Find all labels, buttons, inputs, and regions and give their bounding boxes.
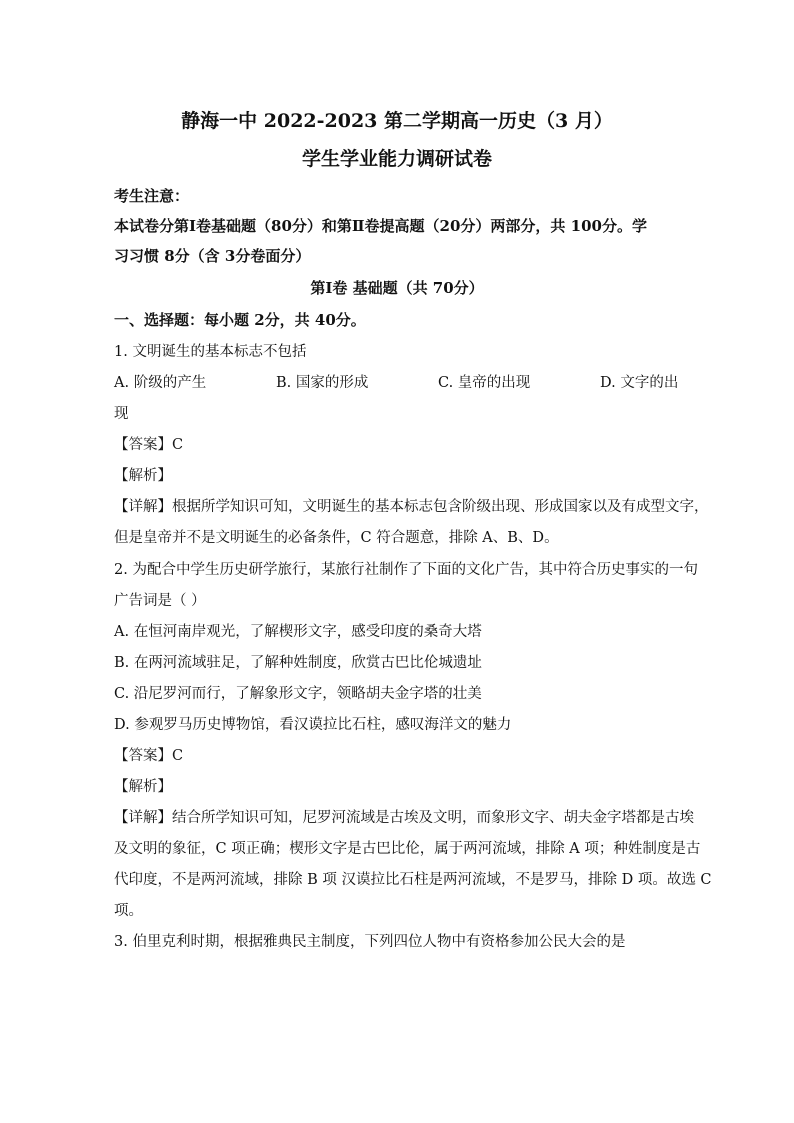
exam-title: 静海一中 2022-2023 第二学期高一历史（3 月） [181,110,613,132]
q2-detail-line-1: 【详解】结合所学知识可知，尼罗河流域是古埃及文明，而象形文字、胡夫金字塔都是古埃 [114,810,694,826]
q2-option-c: C. 沿尼罗河而行，了解象形文字，领略胡夫金字塔的壮美 [114,686,482,702]
notice-line-1: 本试卷分第Ⅰ卷基础题（80分）和第Ⅱ卷提高题（20分）两部分，共 100分。学 [114,217,647,235]
q1-detail-line-1: 【详解】根据所学知识可知，文明诞生的基本标志包含阶级出现、形成国家以及有成型文字， [114,499,709,515]
notice-line-2: 习习惯 8分（含 3分卷面分） [114,247,311,265]
exam-subtitle: 学生学业能力调研试卷 [301,148,492,170]
q2-option-a: A. 在恒河南岸观光，了解楔形文字，感受印度的桑奇大塔 [114,624,482,640]
q2-stem-line-1: 2. 为配合中学生历史研学旅行，某旅行社制作了下面的文化广告，其中符合历史事实的一句 [114,562,698,578]
q2-answer: 【答案】C [114,748,184,764]
q2-option-d: D. 参观罗马历史博物馆，看汉谟拉比石柱，感叹海洋文的魅力 [114,717,512,733]
section-title: 第Ⅰ卷 基础题（共 70分） [310,279,484,297]
section-subtitle: 一、选择题：每小题 2分，共 40分。 [114,311,366,329]
q1-option-d: D. 文字的出 [600,375,679,391]
q2-detail-line-4: 项。 [114,903,143,919]
q2-detail-line-3: 代印度，不是两河流域，排除 B 项 汉谟拉比石柱是两河流域，不是罗马，排除 D 项。故选 C [114,872,712,888]
q2-stem-line-2: 广告词是（ ） [114,593,206,609]
q1-option-d-continued: 现 [114,406,129,422]
q1-option-b: B. 国家的形成 [276,375,369,391]
q1-analysis-label: 【解析】 [114,468,172,484]
q2-analysis-label: 【解析】 [114,779,172,795]
q1-detail-line-2: 但是皇帝并不是文明诞生的必备条件，C 符合题意，排除 A、B、D。 [114,530,559,546]
q2-option-b: B. 在两河流域驻足，了解种姓制度，欣赏古巴比伦城遗址 [114,655,482,671]
q1-option-c: C. 皇帝的出现 [438,375,531,391]
q2-detail-line-2: 及文明的象征，C 项正确；楔形文字是古巴比伦，属于两河流域，排除 A 项；种姓制度是古 [114,841,701,857]
notice-heading: 考生注意： [114,187,190,205]
q1-option-a: A. 阶级的产生 [114,375,207,391]
q1-answer: 【答案】C [114,437,184,453]
q3-stem: 3. 伯里克利时期，根据雅典民主制度，下列四位人物中有资格参加公民大会的是 [114,934,626,950]
q1-stem: 1. 文明诞生的基本标志不包括 [114,344,307,360]
